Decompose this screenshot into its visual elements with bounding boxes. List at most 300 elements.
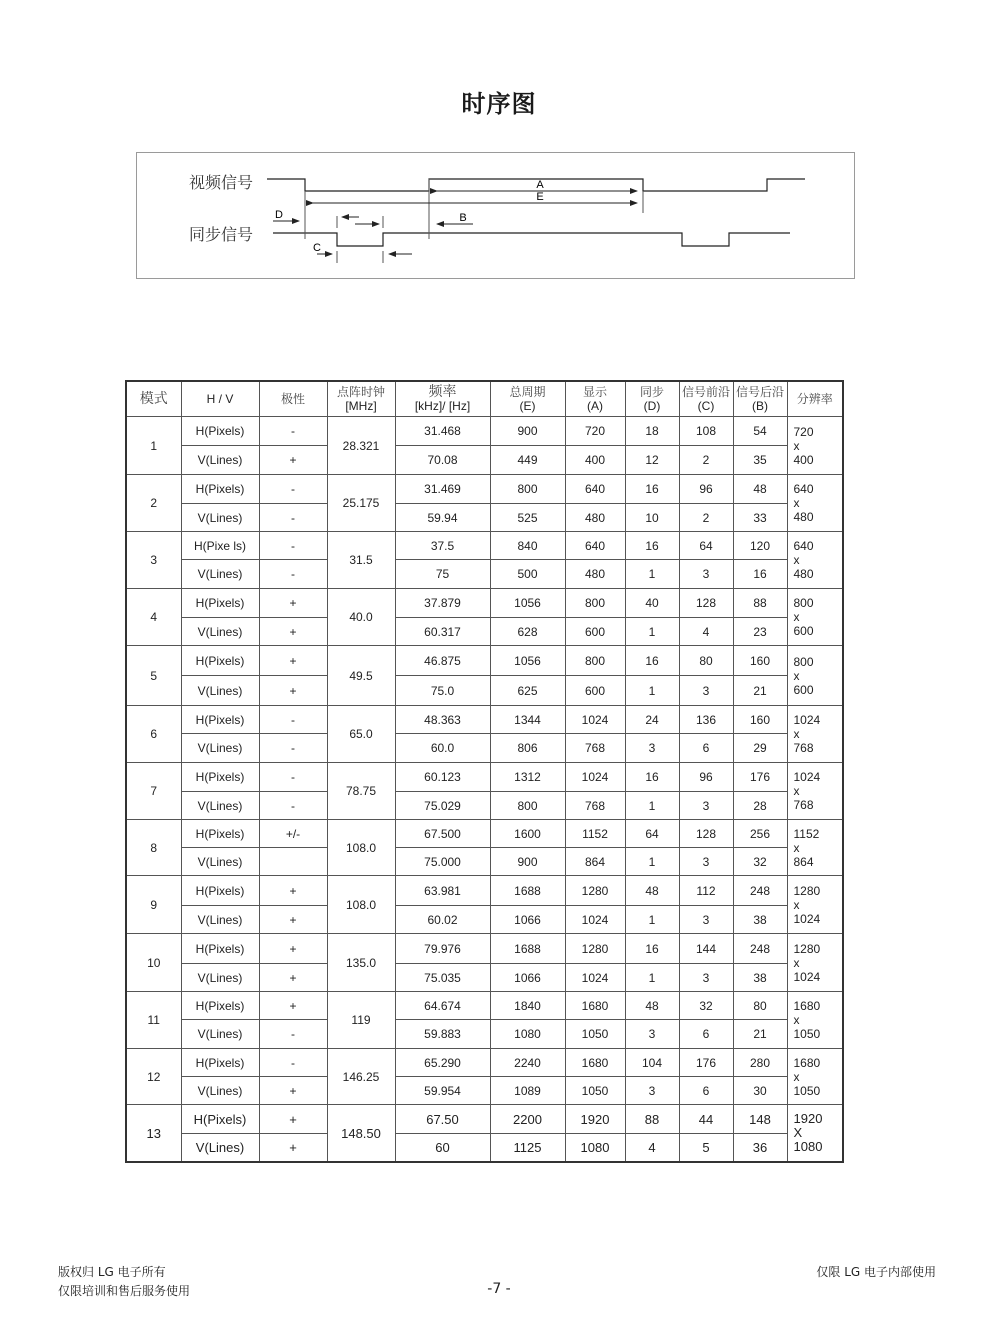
table-row-h: [126, 876, 843, 906]
v-freq: 59.954: [395, 1077, 490, 1105]
h-d: 64: [625, 820, 679, 848]
h-d: 18: [625, 417, 679, 446]
dot-clock: 25.175: [327, 475, 395, 532]
v-d: 1: [625, 792, 679, 820]
polarity: -: [259, 532, 327, 560]
polarity: -: [259, 1049, 327, 1077]
dot-clock: 148.50: [327, 1105, 395, 1163]
resolution: [787, 475, 843, 532]
h-a: 1280: [565, 934, 625, 964]
footer-usage-note: 仅限培训和售后服务使用: [58, 1284, 191, 1298]
dot-clock: 49.5: [327, 646, 395, 706]
resolution: [787, 934, 843, 992]
dot-clock: 135.0: [327, 934, 395, 992]
v-e: 1080: [490, 1020, 565, 1049]
v-d: 3: [625, 1077, 679, 1105]
mode-number: 9: [126, 876, 181, 934]
table-row-h: [126, 532, 843, 560]
h-e: 1600: [490, 820, 565, 848]
mode-number: 8: [126, 820, 181, 876]
v-freq: 60: [395, 1134, 490, 1163]
v-c: 2: [679, 446, 733, 475]
h-a: 1024: [565, 763, 625, 792]
col-front-porch: 信号前沿 (C): [679, 381, 733, 417]
resolution: [787, 646, 843, 706]
v-b: 29: [733, 734, 787, 763]
resolution-part: x: [793, 610, 800, 624]
v-b: 35: [733, 446, 787, 475]
mode-number: 1: [126, 417, 181, 475]
hv-label: H(Pixels): [181, 934, 259, 964]
col-sync: 同步 (D): [625, 381, 679, 417]
resolution: [787, 820, 843, 876]
h-b: 280: [733, 1049, 787, 1077]
v-b: 16: [733, 560, 787, 589]
v-b: 21: [733, 1020, 787, 1049]
table-row-v: [126, 964, 843, 992]
h-a: 1920: [565, 1105, 625, 1134]
resolution: [787, 876, 843, 934]
hv-label: V(Lines): [181, 618, 259, 646]
hv-label: V(Lines): [181, 504, 259, 532]
dot-clock: 31.5: [327, 532, 395, 589]
resolution-part: 480: [793, 567, 814, 581]
h-c: 32: [679, 992, 733, 1020]
polarity: -: [259, 734, 327, 763]
resolution-part: x: [793, 784, 800, 798]
v-a: 1024: [565, 964, 625, 992]
table-row-v: [126, 1134, 843, 1163]
col-polarity: 极性: [259, 381, 327, 417]
resolution: [787, 706, 843, 763]
v-c: 3: [679, 964, 733, 992]
polarity: -: [259, 763, 327, 792]
v-freq: 75.029: [395, 792, 490, 820]
h-freq: 64.674: [395, 992, 490, 1020]
polarity: +: [259, 1077, 327, 1105]
mode-number: 5: [126, 646, 181, 706]
polarity: -: [259, 417, 327, 446]
resolution-part: 800: [793, 654, 814, 669]
table-row-v: [126, 1020, 843, 1049]
h-c: 128: [679, 820, 733, 848]
v-b: 28: [733, 792, 787, 820]
h-c: 176: [679, 1049, 733, 1077]
v-c: 3: [679, 792, 733, 820]
timing-diagram: [136, 152, 855, 279]
v-b: 36: [733, 1134, 787, 1163]
v-d: 4: [625, 1134, 679, 1163]
h-e: 2240: [490, 1049, 565, 1077]
hv-label: V(Lines): [181, 1134, 259, 1163]
marker-a-label: A: [536, 179, 544, 191]
resolution: [787, 763, 843, 820]
resolution-part: 1024: [793, 911, 821, 926]
resolution-part: x: [793, 897, 800, 912]
col-back-porch: 信号后沿 (B): [733, 381, 787, 417]
v-e: 449: [490, 446, 565, 475]
v-b: 38: [733, 964, 787, 992]
h-freq: 46.875: [395, 646, 490, 676]
v-d: 1: [625, 618, 679, 646]
mode-number: 12: [126, 1049, 181, 1105]
v-e: 1066: [490, 906, 565, 934]
resolution-part: 1280: [793, 883, 821, 898]
table-row-h: [126, 589, 843, 618]
h-a: 1280: [565, 876, 625, 906]
col-mode: 模式: [126, 381, 181, 417]
polarity: +: [259, 992, 327, 1020]
h-freq: 65.290: [395, 1049, 490, 1077]
v-d: 3: [625, 734, 679, 763]
h-a: 720: [565, 417, 625, 446]
col-frequency: 频率 [kHz]/ [Hz]: [395, 381, 490, 417]
resolution-part: 1050: [793, 1083, 821, 1098]
h-a: 1680: [565, 1049, 625, 1077]
h-d: 16: [625, 934, 679, 964]
h-freq: 63.981: [395, 876, 490, 906]
h-b: 160: [733, 706, 787, 734]
h-c: 112: [679, 876, 733, 906]
table-row-v: [126, 734, 843, 763]
table-row-v: [126, 618, 843, 646]
resolution-part: 600: [793, 624, 814, 638]
v-b: 38: [733, 906, 787, 934]
table-row-h: [126, 706, 843, 734]
h-freq: 37.879: [395, 589, 490, 618]
v-e: 1066: [490, 964, 565, 992]
v-a: 600: [565, 676, 625, 706]
h-a: 1152: [565, 820, 625, 848]
table-row-h: [126, 417, 843, 446]
polarity: [259, 848, 327, 876]
polarity: -: [259, 1020, 327, 1049]
dot-clock: 119: [327, 992, 395, 1049]
resolution-part: 1024: [793, 713, 821, 727]
mode-number: 2: [126, 475, 181, 532]
table-row-v: [126, 906, 843, 934]
v-e: 806: [490, 734, 565, 763]
polarity: -: [259, 792, 327, 820]
resolution-part: 480: [793, 510, 814, 524]
resolution-part: 1680: [793, 999, 821, 1013]
polarity: -: [259, 475, 327, 504]
dot-clock: 108.0: [327, 876, 395, 934]
resolution-part: x: [793, 438, 800, 453]
v-freq: 75.0: [395, 676, 490, 706]
h-e: 840: [490, 532, 565, 560]
h-c: 80: [679, 646, 733, 676]
v-b: 30: [733, 1077, 787, 1105]
resolution-part: 1080: [793, 1139, 823, 1154]
v-d: 1: [625, 964, 679, 992]
v-freq: 60.02: [395, 906, 490, 934]
polarity: +: [259, 646, 327, 676]
polarity: -: [259, 504, 327, 532]
v-freq: 75.000: [395, 848, 490, 876]
table-row-h: [126, 475, 843, 504]
h-e: 1688: [490, 876, 565, 906]
hv-label: V(Lines): [181, 906, 259, 934]
table-row-v: [126, 1077, 843, 1105]
h-freq: 37.5: [395, 532, 490, 560]
v-e: 525: [490, 504, 565, 532]
h-d: 24: [625, 706, 679, 734]
h-freq: 60.123: [395, 763, 490, 792]
h-d: 16: [625, 475, 679, 504]
v-freq: 70.08: [395, 446, 490, 475]
v-e: 1089: [490, 1077, 565, 1105]
video-signal-label: 视频信号: [189, 173, 254, 192]
mode-number: 3: [126, 532, 181, 589]
hv-label: H(Pixels): [181, 417, 259, 446]
dot-clock: 78.75: [327, 763, 395, 820]
h-c: 136: [679, 706, 733, 734]
hv-label: H(Pixe ls): [181, 532, 259, 560]
v-freq: 75.035: [395, 964, 490, 992]
hv-label: H(Pixels): [181, 706, 259, 734]
h-b: 248: [733, 876, 787, 906]
col-display: 显示 (A): [565, 381, 625, 417]
table-row-v: [126, 560, 843, 589]
v-d: 1: [625, 906, 679, 934]
v-a: 864: [565, 848, 625, 876]
v-b: 21: [733, 676, 787, 706]
h-e: 900: [490, 417, 565, 446]
v-d: 1: [625, 676, 679, 706]
h-c: 144: [679, 934, 733, 964]
resolution-part: 1050: [793, 1027, 821, 1041]
resolution-part: 800: [793, 596, 814, 610]
col-total-period: 总周期 (E): [490, 381, 565, 417]
marker-e-label: E: [536, 191, 544, 203]
h-d: 40: [625, 589, 679, 618]
polarity: +: [259, 876, 327, 906]
v-a: 1050: [565, 1020, 625, 1049]
resolution-part: x: [793, 496, 800, 510]
hv-label: V(Lines): [181, 676, 259, 706]
hv-label: V(Lines): [181, 1020, 259, 1049]
resolution-part: 640: [793, 482, 814, 496]
resolution: [787, 532, 843, 589]
resolution-part: x: [793, 840, 800, 855]
v-freq: 59.94: [395, 504, 490, 532]
polarity: +: [259, 934, 327, 964]
polarity: +: [259, 589, 327, 618]
hv-label: H(Pixels): [181, 646, 259, 676]
v-c: 6: [679, 734, 733, 763]
hv-label: H(Pixels): [181, 1105, 259, 1134]
h-e: 1344: [490, 706, 565, 734]
v-a: 480: [565, 504, 625, 532]
table-row-h: [126, 1105, 843, 1134]
h-b: 148: [733, 1105, 787, 1134]
hv-label: V(Lines): [181, 964, 259, 992]
v-d: 3: [625, 1020, 679, 1049]
hv-label: H(Pixels): [181, 820, 259, 848]
v-a: 768: [565, 734, 625, 763]
h-e: 1056: [490, 589, 565, 618]
h-d: 16: [625, 532, 679, 560]
resolution-part: 1920: [793, 1111, 823, 1126]
resolution-part: 1152: [793, 826, 820, 841]
hv-label: H(Pixels): [181, 763, 259, 792]
hv-label: V(Lines): [181, 792, 259, 820]
resolution-part: 768: [793, 798, 814, 812]
h-b: 120: [733, 532, 787, 560]
mode-number: 4: [126, 589, 181, 646]
resolution: [787, 992, 843, 1049]
v-d: 10: [625, 504, 679, 532]
page-title: 时序图: [461, 90, 537, 118]
h-a: 800: [565, 646, 625, 676]
v-c: 3: [679, 676, 733, 706]
v-c: 2: [679, 504, 733, 532]
resolution-part: x: [793, 553, 800, 567]
v-c: 3: [679, 560, 733, 589]
v-c: 6: [679, 1020, 733, 1049]
v-c: 4: [679, 618, 733, 646]
v-a: 1080: [565, 1134, 625, 1163]
dot-clock: 65.0: [327, 706, 395, 763]
hv-label: V(Lines): [181, 734, 259, 763]
h-c: 64: [679, 532, 733, 560]
h-d: 16: [625, 646, 679, 676]
h-freq: 67.50: [395, 1105, 490, 1134]
h-e: 1312: [490, 763, 565, 792]
resolution-part: 600: [793, 682, 814, 697]
v-e: 500: [490, 560, 565, 589]
h-b: 248: [733, 934, 787, 964]
table-body: [126, 417, 843, 1163]
dot-clock: 108.0: [327, 820, 395, 876]
v-b: 32: [733, 848, 787, 876]
mode-number: 7: [126, 763, 181, 820]
resolution-part: x: [793, 1069, 800, 1084]
h-c: 96: [679, 763, 733, 792]
v-a: 1024: [565, 906, 625, 934]
h-a: 800: [565, 589, 625, 618]
polarity: +: [259, 446, 327, 475]
marker-b-label: B: [459, 212, 467, 224]
sync-signal-label: 同步信号: [189, 225, 254, 244]
resolution-part: x: [793, 1013, 800, 1027]
v-freq: 60.0: [395, 734, 490, 763]
h-freq: 48.363: [395, 706, 490, 734]
h-b: 88: [733, 589, 787, 618]
resolution-part: 1280: [793, 941, 821, 956]
v-freq: 59.883: [395, 1020, 490, 1049]
resolution-part: 720: [793, 424, 814, 439]
h-d: 48: [625, 876, 679, 906]
resolution-part: 768: [793, 741, 814, 755]
v-d: 1: [625, 560, 679, 589]
resolution-part: 864: [793, 854, 814, 869]
hv-label: H(Pixels): [181, 589, 259, 618]
hv-label: H(Pixels): [181, 992, 259, 1020]
mode-number: 10: [126, 934, 181, 992]
h-d: 48: [625, 992, 679, 1020]
timing-waveforms: [137, 153, 856, 280]
dot-clock: 146.25: [327, 1049, 395, 1105]
v-c: 3: [679, 906, 733, 934]
polarity: +/-: [259, 820, 327, 848]
h-c: 96: [679, 475, 733, 504]
h-freq: 79.976: [395, 934, 490, 964]
hv-label: V(Lines): [181, 560, 259, 589]
col-hv: H / V: [181, 381, 259, 417]
polarity: +: [259, 676, 327, 706]
polarity: -: [259, 560, 327, 589]
table-row-v: [126, 504, 843, 532]
h-b: 80: [733, 992, 787, 1020]
mode-number: 6: [126, 706, 181, 763]
hv-label: V(Lines): [181, 848, 259, 876]
v-freq: 60.317: [395, 618, 490, 646]
h-d: 104: [625, 1049, 679, 1077]
table-row-h: [126, 820, 843, 848]
v-d: 1: [625, 848, 679, 876]
polarity: +: [259, 618, 327, 646]
v-a: 1050: [565, 1077, 625, 1105]
h-a: 1680: [565, 992, 625, 1020]
sync-signal-waveform: [273, 233, 790, 246]
h-a: 640: [565, 532, 625, 560]
h-d: 16: [625, 763, 679, 792]
polarity: +: [259, 1134, 327, 1163]
h-freq: 31.468: [395, 417, 490, 446]
dot-clock: 28.321: [327, 417, 395, 475]
hv-label: V(Lines): [181, 446, 259, 475]
resolution-part: 400: [793, 452, 814, 467]
resolution-part: 640: [793, 539, 814, 553]
footer-internal-use: 仅限 LG 电子内部使用: [816, 1265, 936, 1279]
v-a: 400: [565, 446, 625, 475]
h-a: 640: [565, 475, 625, 504]
dot-clock: 40.0: [327, 589, 395, 646]
h-e: 1688: [490, 934, 565, 964]
marker-c-label: C: [313, 242, 321, 254]
h-freq: 67.500: [395, 820, 490, 848]
page-number: -7 -: [487, 1281, 511, 1297]
h-c: 44: [679, 1105, 733, 1134]
polarity: +: [259, 1105, 327, 1134]
resolution-part: 1024: [793, 770, 821, 784]
resolution: [787, 1105, 843, 1163]
table-header-row: [126, 381, 843, 417]
h-c: 108: [679, 417, 733, 446]
v-e: 625: [490, 676, 565, 706]
v-freq: 75: [395, 560, 490, 589]
mode-number: 11: [126, 992, 181, 1049]
table-row-h: [126, 1049, 843, 1077]
table-row-v: [126, 792, 843, 820]
polarity: +: [259, 964, 327, 992]
h-e: 800: [490, 475, 565, 504]
polarity: +: [259, 906, 327, 934]
v-e: 800: [490, 792, 565, 820]
resolution-part: x: [793, 955, 800, 970]
timing-table: [125, 380, 844, 1163]
col-dot-clock: 点阵时钟 [MHz]: [327, 381, 395, 417]
h-d: 88: [625, 1105, 679, 1134]
resolution-part: X: [793, 1125, 803, 1140]
h-e: 1056: [490, 646, 565, 676]
v-a: 600: [565, 618, 625, 646]
table-row-h: [126, 934, 843, 964]
h-freq: 31.469: [395, 475, 490, 504]
h-e: 2200: [490, 1105, 565, 1134]
